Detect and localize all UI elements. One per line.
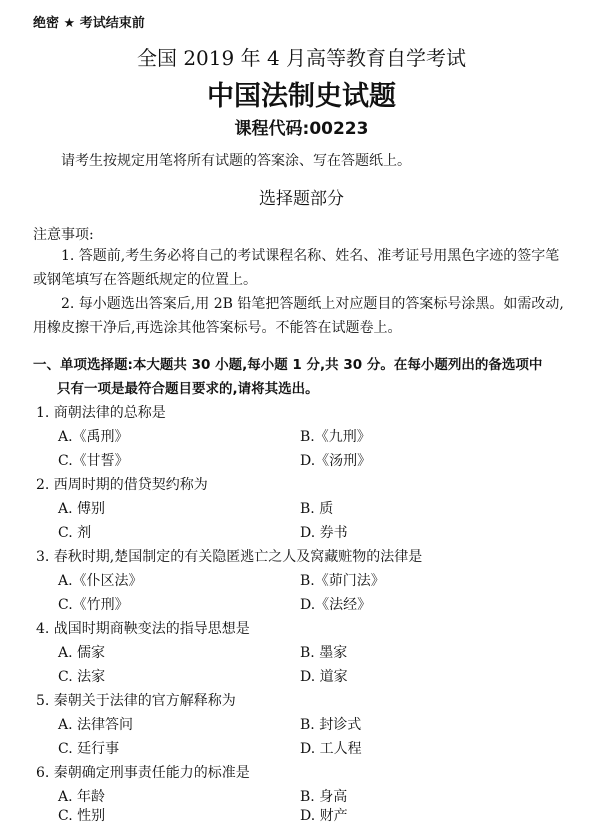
option-a: A. 年龄 xyxy=(58,789,106,805)
option-d: D. 道家 xyxy=(300,669,348,685)
option-c: C. 廷行事 xyxy=(58,741,120,757)
confidential-label: 绝密 ★ 考试结束前 xyxy=(33,16,145,31)
question-stem: 6. 秦朝确定刑事责任能力的标准是 xyxy=(36,765,250,781)
subject-title: 中国法制史试题 xyxy=(207,81,396,112)
option-c: C. 剂 xyxy=(58,525,92,541)
option-b: B. 身高 xyxy=(300,789,348,805)
option-b: B. 质 xyxy=(300,501,334,517)
question-stem: 5. 秦朝关于法律的官方解释称为 xyxy=(36,693,236,709)
note-item: 2. 每小题选出答案后,用 2B 铅笔把答题纸上对应题目的答案标号涂黑。如需改动,用橡皮擦干净后,再选涂其他答案标号。不能答在试题卷上。 xyxy=(33,296,564,336)
option-c: C.《竹刑》 xyxy=(58,597,129,613)
option-d: D. 工人程 xyxy=(300,741,362,757)
option-d: D.《汤刑》 xyxy=(300,453,372,469)
option-b: B. 封诊式 xyxy=(300,717,362,733)
notes-title: 注意事项: xyxy=(33,227,94,243)
option-b: B. 墨家 xyxy=(300,645,348,661)
option-c: C.《甘誓》 xyxy=(58,453,129,469)
answer-instruction: 请考生按规定用笔将所有试题的答案涂、写在答题纸上。 xyxy=(61,153,411,169)
option-a: A. 儒家 xyxy=(58,645,106,661)
option-d: D.《法经》 xyxy=(300,597,372,613)
course-code: 课程代码:00223 xyxy=(234,119,369,139)
option-b: B.《九刑》 xyxy=(300,429,371,445)
section-title: 选择题部分 xyxy=(259,189,344,209)
option-a: A. 法律答问 xyxy=(58,717,134,733)
option-c: C. 性别 xyxy=(58,808,106,824)
option-b: B.《茆门法》 xyxy=(300,573,385,589)
note-item: 1. 答题前,考生务必将自己的考试课程名称、姓名、准考证号用黑色字迹的签字笔或钢笔填写在答题纸规定的位置上。 xyxy=(33,248,560,288)
option-d: D. 财产 xyxy=(300,808,348,824)
option-d: D. 券书 xyxy=(300,525,348,541)
exam-title: 全国 2019 年 4 月高等教育自学考试 xyxy=(136,46,467,70)
question-stem: 3. 春秋时期,楚国制定的有关隐匿逃亡之人及窝藏赃物的法律是 xyxy=(36,549,423,565)
question-stem: 2. 西周时期的借贷契约称为 xyxy=(36,477,208,493)
option-c: C. 法家 xyxy=(58,669,106,685)
question-stem: 1. 商朝法律的总称是 xyxy=(36,405,166,421)
part-heading-continued: 只有一项是最符合题目要求的,请将其选出。 xyxy=(57,381,319,397)
option-a: A. 傅别 xyxy=(58,501,106,517)
option-a: A.《仆区法》 xyxy=(58,573,143,589)
question-stem: 4. 战国时期商鞅变法的指导思想是 xyxy=(36,621,250,637)
option-a: A.《禹刑》 xyxy=(58,429,129,445)
part-heading: 一、单项选择题:本大题共 30 小题,每小题 1 分,共 30 分。在每小题列出的备选项中 xyxy=(33,357,543,373)
